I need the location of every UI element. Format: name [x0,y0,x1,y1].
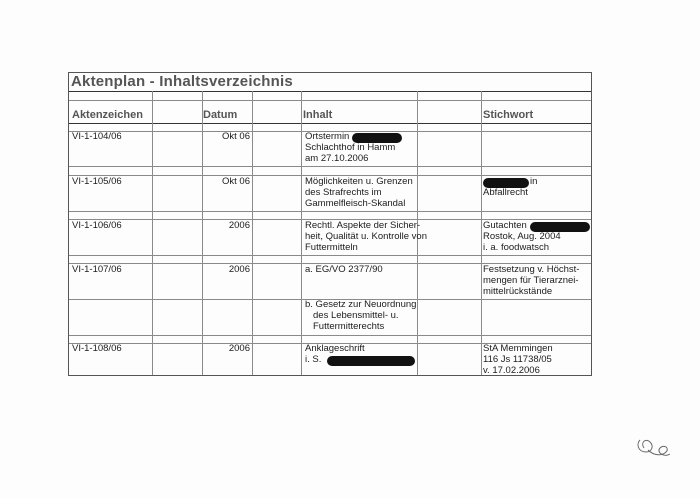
row2-stichwort-line: Abfallrecht [483,187,528,198]
row2-aktenzeichen: VI-1-105/06 [72,176,122,187]
row-divider [69,100,591,101]
row2-stichwort-line: in [530,176,538,187]
row3-inhalt-line: heit, Qualität u. Kontrolle von [305,231,427,242]
row4-aktenzeichen: VI-1-107/06 [72,264,122,275]
file-plan-table [68,72,592,376]
row1-inhalt-line: am 27.10.2006 [305,153,369,164]
row2-inhalt-line: des Strafrechts im [305,187,382,198]
handwritten-initials [634,430,674,462]
row1-aktenzeichen: VI-1-104/06 [72,131,122,142]
row5-inhalt-line: i. S. [305,354,322,365]
row4-stichwort-line: mittelrückstände [483,286,553,297]
column-divider [481,91,482,375]
column-divider [252,91,253,375]
row4-stichwort-line: mengen für Tierarznei- [483,275,579,286]
row-divider [69,123,591,124]
column-divider [301,91,302,375]
row-divider [69,211,591,212]
row1-datum: Okt 06 [222,131,250,142]
row5-datum: 2006 [228,343,250,354]
row2-inhalt-line: Möglichkeiten u. Grenzen [305,176,413,187]
row4-datum: 2006 [228,264,250,275]
row3-stichwort-line: i. a. foodwatsch [483,242,550,253]
redaction-bar [327,356,415,366]
row-divider [69,91,591,92]
row1-inhalt-line: Ortstermin [305,131,350,142]
row3-stichwort-line: Gutachten [483,220,527,231]
row4-stichwort-line: Festsetzung v. Höchst- [483,264,580,275]
column-divider [152,91,153,375]
header-stichwort: Stichwort [483,109,534,121]
row3-datum: 2006 [228,220,250,231]
row5-stichwort-line: 116 Js 11738/05 [483,354,552,365]
page-title: Aktenplan - Inhaltsverzeichnis [71,73,293,90]
column-divider [591,91,592,375]
row4-inhalt-line: b. Gesetz zur Neuordnung [305,299,417,310]
row5-inhalt-line: Anklageschrift [305,343,365,354]
row-divider [69,335,591,336]
header-datum: Datum [203,109,238,121]
row2-inhalt-line: Gammelfleisch-Skandal [305,198,406,209]
row3-stichwort-line: Rostok, Aug. 2004 [483,231,561,242]
row2-datum: Okt 06 [222,176,250,187]
row3-inhalt-line: Futtermitteln [305,242,358,253]
row5-stichwort-line: v. 17.02.2006 [483,365,540,376]
row4-inhalt-line: Futtermitterechts [313,321,385,332]
header-inhalt: Inhalt [303,109,333,121]
row4-inhalt-line: a. EG/VO 2377/90 [305,264,383,275]
row-divider [69,255,591,256]
header-aktenzeichen: Aktenzeichen [72,109,143,121]
row3-aktenzeichen: VI-1-106/06 [72,220,122,231]
row3-inhalt-line: Rechtl. Aspekte der Sicher- [305,220,421,231]
row5-stichwort-line: StA Memmingen [483,343,553,354]
row4-inhalt-line: des Lebensmittel- u. [313,310,399,321]
row1-inhalt-line: Schlachthof in Hamm [305,142,396,153]
row5-aktenzeichen: VI-1-108/06 [72,343,122,354]
row-divider [69,166,591,167]
